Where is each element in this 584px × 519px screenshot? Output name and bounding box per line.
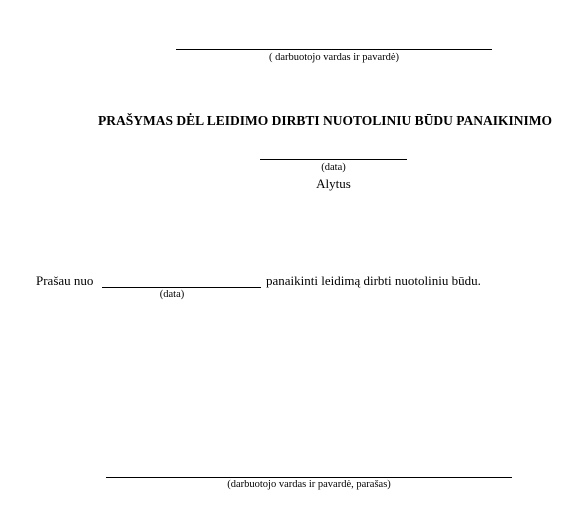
employee-name-line [176,49,492,50]
employee-name-caption: ( darbuotojo vardas ir pavardė) [268,52,400,63]
request-prefix: Prašau nuo [36,273,94,288]
signature-line [106,477,512,478]
document-date-line [260,159,407,160]
document-place: Alytus [316,176,351,191]
signature-caption: (darbuotojo vardas ir pavardė, parašas) [227,479,391,490]
document-date-caption: (data) [321,162,346,173]
request-date-caption: (data) [159,289,185,300]
document-title-text: PRAŠYMAS DĖL LEIDIMO DIRBTI NUOTOLINIU BŪDU PANAIKINIMO [98,113,553,128]
request-date-line [102,287,261,288]
request-suffix: panaikinti leidimą dirbti nuotoliniu būdu. [266,273,481,288]
